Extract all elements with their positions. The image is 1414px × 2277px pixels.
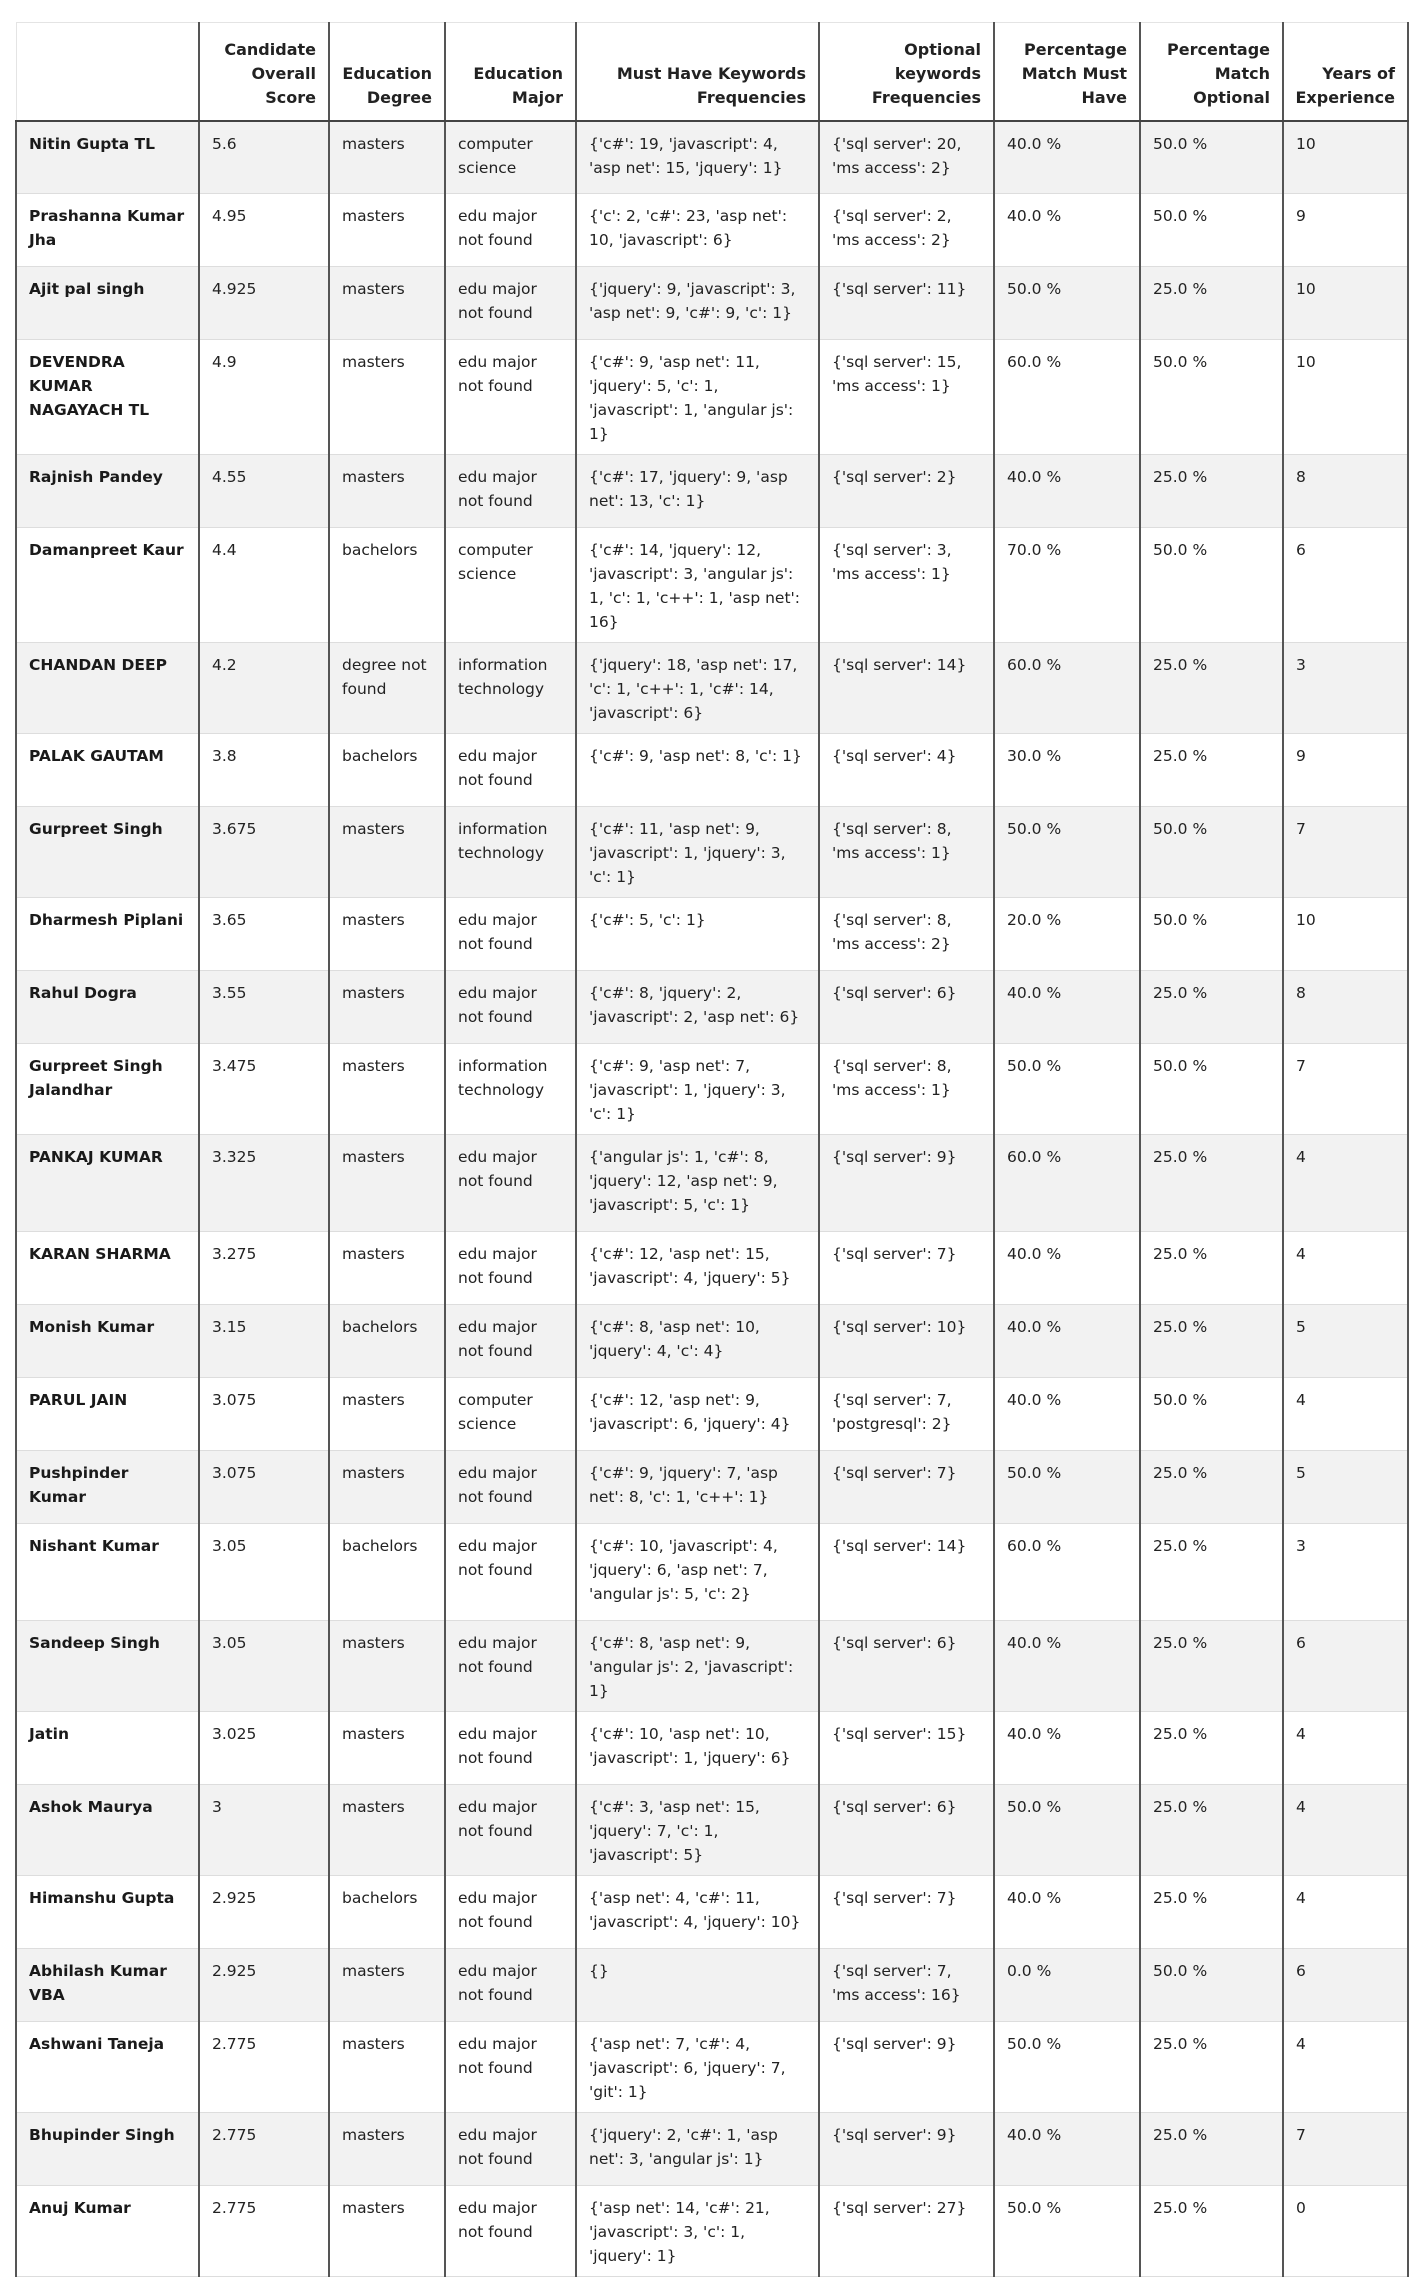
education-degree-cell: bachelors (329, 1876, 445, 1949)
overall-score-cell: 3.05 (199, 1621, 329, 1712)
header-must-have-keywords: Must Have Keywords Frequencies (576, 23, 819, 121)
years-experience-cell: 9 (1283, 734, 1408, 807)
education-major-cell: computer science (445, 528, 576, 643)
overall-score-cell: 3.8 (199, 734, 329, 807)
candidate-name-cell: Monish Kumar (16, 1305, 199, 1378)
must-have-keywords-cell: {'c#': 9, 'asp net': 7, 'javascript': 1, 'jquery': 3, 'c': 1} (576, 1044, 819, 1135)
candidate-name-cell: Ashwani Taneja (16, 2022, 199, 2113)
overall-score-cell: 3.325 (199, 1135, 329, 1232)
optional-keywords-cell: {'sql server': 2} (819, 455, 994, 528)
percentage-optional-cell: 25.0 % (1140, 1232, 1283, 1305)
education-major-cell: information technology (445, 1044, 576, 1135)
percentage-must-have-cell: 50.0 % (994, 1044, 1140, 1135)
candidate-name-cell: PALAK GAUTAM (16, 734, 199, 807)
table-row (16, 1232, 1408, 1305)
percentage-optional-cell: 50.0 % (1140, 1378, 1283, 1451)
table-row (16, 2186, 1408, 2277)
candidate-name-cell: Sandeep Singh (16, 1621, 199, 1712)
percentage-must-have-cell: 50.0 % (994, 2022, 1140, 2113)
table-row (16, 971, 1408, 1044)
education-major-cell: information technology (445, 643, 576, 734)
years-experience-cell: 3 (1283, 1524, 1408, 1621)
candidate-name-cell: PANKAJ KUMAR (16, 1135, 199, 1232)
percentage-must-have-cell: 40.0 % (994, 1621, 1140, 1712)
must-have-keywords-cell: {'c#': 3, 'asp net': 15, 'jquery': 7, 'c': 1, 'javascript': 5} (576, 1785, 819, 1876)
must-have-keywords-cell: {'c#': 9, 'asp net': 8, 'c': 1} (576, 734, 819, 807)
overall-score-cell: 3.075 (199, 1451, 329, 1524)
table-row (16, 1044, 1408, 1135)
optional-keywords-cell: {'sql server': 6} (819, 1785, 994, 1876)
optional-keywords-cell: {'sql server': 9} (819, 1135, 994, 1232)
must-have-keywords-cell: {'c#': 8, 'asp net': 10, 'jquery': 4, 'c': 4} (576, 1305, 819, 1378)
percentage-optional-cell: 50.0 % (1140, 121, 1283, 194)
must-have-keywords-cell: {} (576, 1949, 819, 2022)
must-have-keywords-cell: {'c#': 10, 'javascript': 4, 'jquery': 6, 'asp net': 7, 'angular js': 5, 'c': 2} (576, 1524, 819, 1621)
education-major-cell: edu major not found (445, 340, 576, 455)
overall-score-cell: 3.05 (199, 1524, 329, 1621)
percentage-must-have-cell: 40.0 % (994, 1305, 1140, 1378)
education-major-cell: computer science (445, 121, 576, 194)
candidate-name-cell: Rahul Dogra (16, 971, 199, 1044)
education-major-cell: information technology (445, 807, 576, 898)
overall-score-cell: 4.2 (199, 643, 329, 734)
optional-keywords-cell: {'sql server': 7} (819, 1876, 994, 1949)
years-experience-cell: 10 (1283, 340, 1408, 455)
header-name (16, 23, 199, 121)
percentage-optional-cell: 25.0 % (1140, 1135, 1283, 1232)
table-row (16, 1949, 1408, 2022)
education-major-cell: edu major not found (445, 971, 576, 1044)
must-have-keywords-cell: {'asp net': 14, 'c#': 21, 'javascript': 3, 'c': 1, 'jquery': 1} (576, 2186, 819, 2277)
percentage-optional-cell: 25.0 % (1140, 1785, 1283, 1876)
education-major-cell: edu major not found (445, 1876, 576, 1949)
education-degree-cell: degree not found (329, 643, 445, 734)
percentage-optional-cell: 25.0 % (1140, 1451, 1283, 1524)
must-have-keywords-cell: {'jquery': 18, 'asp net': 17, 'c': 1, 'c++': 1, 'c#': 14, 'javascript': 6} (576, 643, 819, 734)
must-have-keywords-cell: {'c#': 14, 'jquery': 12, 'javascript': 3, 'angular js': 1, 'c': 1, 'c++': 1, 'asp net': 16} (576, 528, 819, 643)
percentage-must-have-cell: 60.0 % (994, 340, 1140, 455)
table-row (16, 340, 1408, 455)
years-experience-cell: 4 (1283, 1135, 1408, 1232)
candidate-name-cell: Bhupinder Singh (16, 2113, 199, 2186)
years-experience-cell: 10 (1283, 121, 1408, 194)
education-major-cell: edu major not found (445, 1785, 576, 1876)
percentage-optional-cell: 50.0 % (1140, 340, 1283, 455)
percentage-optional-cell: 25.0 % (1140, 1876, 1283, 1949)
optional-keywords-cell: {'sql server': 14} (819, 643, 994, 734)
table-row (16, 1305, 1408, 1378)
candidate-name-cell: Gurpreet Singh Jalandhar (16, 1044, 199, 1135)
education-major-cell: edu major not found (445, 194, 576, 267)
header-optional-keywords: Optional keywords Frequencies (819, 23, 994, 121)
percentage-must-have-cell: 40.0 % (994, 1378, 1140, 1451)
optional-keywords-cell: {'sql server': 9} (819, 2022, 994, 2113)
education-major-cell: edu major not found (445, 2022, 576, 2113)
table-header (16, 23, 1408, 121)
years-experience-cell: 8 (1283, 971, 1408, 1044)
education-degree-cell: masters (329, 807, 445, 898)
education-major-cell: edu major not found (445, 2186, 576, 2277)
percentage-optional-cell: 50.0 % (1140, 1949, 1283, 2022)
table-row (16, 455, 1408, 528)
percentage-must-have-cell: 60.0 % (994, 643, 1140, 734)
education-degree-cell: masters (329, 2186, 445, 2277)
table-row (16, 643, 1408, 734)
education-degree-cell: bachelors (329, 1524, 445, 1621)
optional-keywords-cell: {'sql server': 9} (819, 2113, 994, 2186)
education-degree-cell: masters (329, 1044, 445, 1135)
overall-score-cell: 3.15 (199, 1305, 329, 1378)
overall-score-cell: 4.55 (199, 455, 329, 528)
percentage-must-have-cell: 40.0 % (994, 971, 1140, 1044)
candidate-name-cell: Anuj Kumar (16, 2186, 199, 2277)
percentage-must-have-cell: 50.0 % (994, 807, 1140, 898)
table-row (16, 2022, 1408, 2113)
overall-score-cell: 3.65 (199, 898, 329, 971)
table-row (16, 734, 1408, 807)
overall-score-cell: 2.925 (199, 1876, 329, 1949)
education-major-cell: edu major not found (445, 2113, 576, 2186)
overall-score-cell: 3 (199, 1785, 329, 1876)
percentage-must-have-cell: 70.0 % (994, 528, 1140, 643)
education-major-cell: edu major not found (445, 1232, 576, 1305)
percentage-must-have-cell: 40.0 % (994, 2113, 1140, 2186)
education-degree-cell: masters (329, 1135, 445, 1232)
optional-keywords-cell: {'sql server': 7, 'ms access': 16} (819, 1949, 994, 2022)
optional-keywords-cell: {'sql server': 7} (819, 1232, 994, 1305)
percentage-optional-cell: 25.0 % (1140, 1524, 1283, 1621)
table-row (16, 528, 1408, 643)
percentage-optional-cell: 25.0 % (1140, 734, 1283, 807)
overall-score-cell: 3.075 (199, 1378, 329, 1451)
percentage-optional-cell: 50.0 % (1140, 898, 1283, 971)
candidate-name-cell: PARUL JAIN (16, 1378, 199, 1451)
percentage-optional-cell: 25.0 % (1140, 455, 1283, 528)
optional-keywords-cell: {'sql server': 7, 'postgresql': 2} (819, 1378, 994, 1451)
overall-score-cell: 4.4 (199, 528, 329, 643)
education-degree-cell: bachelors (329, 734, 445, 807)
percentage-optional-cell: 25.0 % (1140, 971, 1283, 1044)
candidate-name-cell: Rajnish Pandey (16, 455, 199, 528)
header-percentage-optional: Percentage Match Optional (1140, 23, 1283, 121)
percentage-optional-cell: 50.0 % (1140, 1044, 1283, 1135)
percentage-optional-cell: 50.0 % (1140, 194, 1283, 267)
education-degree-cell: masters (329, 121, 445, 194)
table-body (16, 121, 1408, 2277)
candidate-name-cell: Pushpinder Kumar (16, 1451, 199, 1524)
table-row (16, 1524, 1408, 1621)
optional-keywords-cell: {'sql server': 6} (819, 971, 994, 1044)
must-have-keywords-cell: {'asp net': 4, 'c#': 11, 'javascript': 4, 'jquery': 10} (576, 1876, 819, 1949)
table-row (16, 1785, 1408, 1876)
education-major-cell: edu major not found (445, 1135, 576, 1232)
years-experience-cell: 6 (1283, 1949, 1408, 2022)
percentage-optional-cell: 25.0 % (1140, 267, 1283, 340)
must-have-keywords-cell: {'c#': 17, 'jquery': 9, 'asp net': 13, 'c': 1} (576, 455, 819, 528)
candidate-name-cell: CHANDAN DEEP (16, 643, 199, 734)
years-experience-cell: 4 (1283, 1712, 1408, 1785)
overall-score-cell: 3.275 (199, 1232, 329, 1305)
education-major-cell: edu major not found (445, 1621, 576, 1712)
overall-score-cell: 2.775 (199, 2022, 329, 2113)
percentage-must-have-cell: 50.0 % (994, 267, 1140, 340)
years-experience-cell: 4 (1283, 1232, 1408, 1305)
education-major-cell: edu major not found (445, 1712, 576, 1785)
years-experience-cell: 5 (1283, 1305, 1408, 1378)
overall-score-cell: 5.6 (199, 121, 329, 194)
must-have-keywords-cell: {'c#': 8, 'asp net': 9, 'angular js': 2, 'javascript': 1} (576, 1621, 819, 1712)
table-row (16, 194, 1408, 267)
table-row (16, 2113, 1408, 2186)
years-experience-cell: 6 (1283, 1621, 1408, 1712)
table-row (16, 1876, 1408, 1949)
percentage-optional-cell: 50.0 % (1140, 528, 1283, 643)
education-degree-cell: masters (329, 340, 445, 455)
education-degree-cell: masters (329, 194, 445, 267)
must-have-keywords-cell: {'c#': 5, 'c': 1} (576, 898, 819, 971)
candidate-name-cell: Ashok Maurya (16, 1785, 199, 1876)
optional-keywords-cell: {'sql server': 11} (819, 267, 994, 340)
percentage-optional-cell: 25.0 % (1140, 1712, 1283, 1785)
years-experience-cell: 7 (1283, 2113, 1408, 2186)
percentage-must-have-cell: 40.0 % (994, 194, 1140, 267)
years-experience-cell: 10 (1283, 898, 1408, 971)
header-percentage-must-have: Percentage Match Must Have (994, 23, 1140, 121)
education-degree-cell: masters (329, 1232, 445, 1305)
education-degree-cell: masters (329, 1785, 445, 1876)
percentage-must-have-cell: 0.0 % (994, 1949, 1140, 2022)
must-have-keywords-cell: {'c#': 11, 'asp net': 9, 'javascript': 1, 'jquery': 3, 'c': 1} (576, 807, 819, 898)
years-experience-cell: 7 (1283, 1044, 1408, 1135)
optional-keywords-cell: {'sql server': 6} (819, 1621, 994, 1712)
overall-score-cell: 3.475 (199, 1044, 329, 1135)
overall-score-cell: 2.775 (199, 2113, 329, 2186)
percentage-must-have-cell: 40.0 % (994, 1232, 1140, 1305)
education-degree-cell: masters (329, 2022, 445, 2113)
years-experience-cell: 0 (1283, 2186, 1408, 2277)
percentage-optional-cell: 25.0 % (1140, 2022, 1283, 2113)
optional-keywords-cell: {'sql server': 10} (819, 1305, 994, 1378)
optional-keywords-cell: {'sql server': 7} (819, 1451, 994, 1524)
optional-keywords-cell: {'sql server': 8, 'ms access': 2} (819, 898, 994, 971)
percentage-optional-cell: 25.0 % (1140, 1305, 1283, 1378)
education-degree-cell: masters (329, 2113, 445, 2186)
must-have-keywords-cell: {'c#': 12, 'asp net': 9, 'javascript': 6, 'jquery': 4} (576, 1378, 819, 1451)
education-degree-cell: masters (329, 898, 445, 971)
years-experience-cell: 4 (1283, 1378, 1408, 1451)
must-have-keywords-cell: {'c#': 12, 'asp net': 15, 'javascript': 4, 'jquery': 5} (576, 1232, 819, 1305)
percentage-must-have-cell: 60.0 % (994, 1135, 1140, 1232)
optional-keywords-cell: {'sql server': 20, 'ms access': 2} (819, 121, 994, 194)
must-have-keywords-cell: {'jquery': 2, 'c#': 1, 'asp net': 3, 'angular js': 1} (576, 2113, 819, 2186)
candidate-name-cell: Dharmesh Piplani (16, 898, 199, 971)
education-degree-cell: masters (329, 1949, 445, 2022)
table-row (16, 807, 1408, 898)
education-major-cell: edu major not found (445, 267, 576, 340)
percentage-optional-cell: 25.0 % (1140, 2186, 1283, 2277)
optional-keywords-cell: {'sql server': 2, 'ms access': 2} (819, 194, 994, 267)
header-education-major: Education Major (445, 23, 576, 121)
years-experience-cell: 9 (1283, 194, 1408, 267)
table-row (16, 1712, 1408, 1785)
table-row (16, 267, 1408, 340)
years-experience-cell: 3 (1283, 643, 1408, 734)
education-major-cell: edu major not found (445, 1524, 576, 1621)
must-have-keywords-cell: {'c#': 9, 'asp net': 11, 'jquery': 5, 'c': 1, 'javascript': 1, 'angular js': 1} (576, 340, 819, 455)
overall-score-cell: 2.775 (199, 2186, 329, 2277)
overall-score-cell: 3.55 (199, 971, 329, 1044)
must-have-keywords-cell: {'c#': 9, 'jquery': 7, 'asp net': 8, 'c': 1, 'c++': 1} (576, 1451, 819, 1524)
candidate-name-cell: Prashanna Kumar Jha (16, 194, 199, 267)
optional-keywords-cell: {'sql server': 4} (819, 734, 994, 807)
header-row (16, 23, 1408, 121)
must-have-keywords-cell: {'jquery': 9, 'javascript': 3, 'asp net': 9, 'c#': 9, 'c': 1} (576, 267, 819, 340)
overall-score-cell: 2.925 (199, 1949, 329, 2022)
education-degree-cell: masters (329, 267, 445, 340)
table-row (16, 1621, 1408, 1712)
header-overall-score: Candidate Overall Score (199, 23, 329, 121)
overall-score-cell: 3.675 (199, 807, 329, 898)
optional-keywords-cell: {'sql server': 8, 'ms access': 1} (819, 1044, 994, 1135)
optional-keywords-cell: {'sql server': 15} (819, 1712, 994, 1785)
years-experience-cell: 7 (1283, 807, 1408, 898)
must-have-keywords-cell: {'c#': 19, 'javascript': 4, 'asp net': 15, 'jquery': 1} (576, 121, 819, 194)
candidate-name-cell: DEVENDRA KUMAR NAGAYACH TL (16, 340, 199, 455)
education-major-cell: edu major not found (445, 1305, 576, 1378)
percentage-optional-cell: 50.0 % (1140, 807, 1283, 898)
must-have-keywords-cell: {'asp net': 7, 'c#': 4, 'javascript': 6, 'jquery': 7, 'git': 1} (576, 2022, 819, 2113)
candidate-table-container (15, 22, 1407, 2277)
education-major-cell: edu major not found (445, 734, 576, 807)
years-experience-cell: 5 (1283, 1451, 1408, 1524)
candidate-name-cell: KARAN SHARMA (16, 1232, 199, 1305)
table-row (16, 1135, 1408, 1232)
education-degree-cell: masters (329, 1378, 445, 1451)
must-have-keywords-cell: {'c#': 10, 'asp net': 10, 'javascript': 1, 'jquery': 6} (576, 1712, 819, 1785)
table-row (16, 898, 1408, 971)
candidate-name-cell: Damanpreet Kaur (16, 528, 199, 643)
percentage-must-have-cell: 40.0 % (994, 1876, 1140, 1949)
optional-keywords-cell: {'sql server': 8, 'ms access': 1} (819, 807, 994, 898)
percentage-optional-cell: 25.0 % (1140, 2113, 1283, 2186)
candidate-name-cell: Jatin (16, 1712, 199, 1785)
optional-keywords-cell: {'sql server': 14} (819, 1524, 994, 1621)
optional-keywords-cell: {'sql server': 15, 'ms access': 1} (819, 340, 994, 455)
percentage-optional-cell: 25.0 % (1140, 643, 1283, 734)
education-degree-cell: masters (329, 455, 445, 528)
table-row (16, 1378, 1408, 1451)
years-experience-cell: 8 (1283, 455, 1408, 528)
overall-score-cell: 3.025 (199, 1712, 329, 1785)
years-experience-cell: 4 (1283, 2022, 1408, 2113)
must-have-keywords-cell: {'angular js': 1, 'c#': 8, 'jquery': 12, 'asp net': 9, 'javascript': 5, 'c': 1} (576, 1135, 819, 1232)
education-major-cell: edu major not found (445, 455, 576, 528)
percentage-must-have-cell: 50.0 % (994, 2186, 1140, 2277)
percentage-must-have-cell: 60.0 % (994, 1524, 1140, 1621)
percentage-must-have-cell: 40.0 % (994, 1712, 1140, 1785)
candidate-name-cell: Nitin Gupta TL (16, 121, 199, 194)
overall-score-cell: 4.9 (199, 340, 329, 455)
percentage-must-have-cell: 40.0 % (994, 455, 1140, 528)
years-experience-cell: 4 (1283, 1785, 1408, 1876)
table-row (16, 121, 1408, 194)
education-major-cell: edu major not found (445, 1949, 576, 2022)
percentage-must-have-cell: 20.0 % (994, 898, 1140, 971)
must-have-keywords-cell: {'c': 2, 'c#': 23, 'asp net': 10, 'javascript': 6} (576, 194, 819, 267)
education-degree-cell: bachelors (329, 528, 445, 643)
header-education-degree: Education Degree (329, 23, 445, 121)
percentage-must-have-cell: 50.0 % (994, 1451, 1140, 1524)
education-degree-cell: bachelors (329, 1305, 445, 1378)
candidate-name-cell: Ajit pal singh (16, 267, 199, 340)
candidate-name-cell: Gurpreet Singh (16, 807, 199, 898)
education-major-cell: computer science (445, 1378, 576, 1451)
candidate-name-cell: Nishant Kumar (16, 1524, 199, 1621)
overall-score-cell: 4.95 (199, 194, 329, 267)
education-degree-cell: masters (329, 1451, 445, 1524)
percentage-must-have-cell: 40.0 % (994, 121, 1140, 194)
overall-score-cell: 4.925 (199, 267, 329, 340)
candidate-name-cell: Abhilash Kumar VBA (16, 1949, 199, 2022)
years-experience-cell: 6 (1283, 528, 1408, 643)
percentage-must-have-cell: 50.0 % (994, 1785, 1140, 1876)
years-experience-cell: 4 (1283, 1876, 1408, 1949)
percentage-optional-cell: 25.0 % (1140, 1621, 1283, 1712)
education-major-cell: edu major not found (445, 898, 576, 971)
years-experience-cell: 10 (1283, 267, 1408, 340)
optional-keywords-cell: {'sql server': 3, 'ms access': 1} (819, 528, 994, 643)
education-major-cell: edu major not found (445, 1451, 576, 1524)
education-degree-cell: masters (329, 1712, 445, 1785)
candidate-name-cell: Himanshu Gupta (16, 1876, 199, 1949)
table-row (16, 1451, 1408, 1524)
candidate-table (15, 22, 1409, 2277)
education-degree-cell: masters (329, 1621, 445, 1712)
header-years-experience: Years of Experience (1283, 23, 1408, 121)
percentage-must-have-cell: 30.0 % (994, 734, 1140, 807)
education-degree-cell: masters (329, 971, 445, 1044)
must-have-keywords-cell: {'c#': 8, 'jquery': 2, 'javascript': 2, 'asp net': 6} (576, 971, 819, 1044)
optional-keywords-cell: {'sql server': 27} (819, 2186, 994, 2277)
